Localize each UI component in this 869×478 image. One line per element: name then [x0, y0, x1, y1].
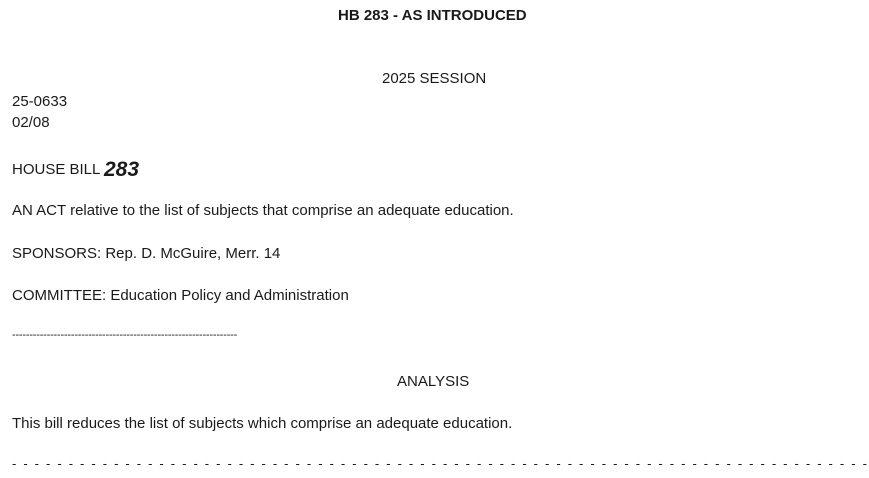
house-bill-heading [12, 157, 140, 181]
house-bill-number: 283 [103, 158, 140, 181]
sponsors-line: SPONSORS: Rep. D. McGuire, Merr. 14 [12, 245, 281, 262]
analysis-heading: ANALYSIS [397, 373, 470, 390]
house-bill-label: HOUSE BILL [12, 161, 100, 178]
session-label: 2025 SESSION [382, 70, 487, 87]
analysis-text: This bill reduces the list of subjects which comprise an adequate education. [12, 415, 513, 432]
document-date: 02/08 [12, 114, 50, 131]
committee-line: COMMITTEE: Education Policy and Administration [12, 287, 349, 304]
act-description: AN ACT relative to the list of subjects that comprise an adequate education. [12, 202, 514, 219]
dashed-separator-rule: - - - - - - - - - - - - - - - - - - - - - - - - - - - - - - - - - - - - - - - - - - - - - - - - - - - - - - - - - - - - - - - - - - - - - - - - - - - - [12, 456, 869, 471]
document-number: 25-0633 [12, 93, 68, 110]
document-title: HB 283 - AS INTRODUCED [338, 7, 527, 24]
separator-rule: ----------------------------------------------------------------- [12, 329, 238, 341]
